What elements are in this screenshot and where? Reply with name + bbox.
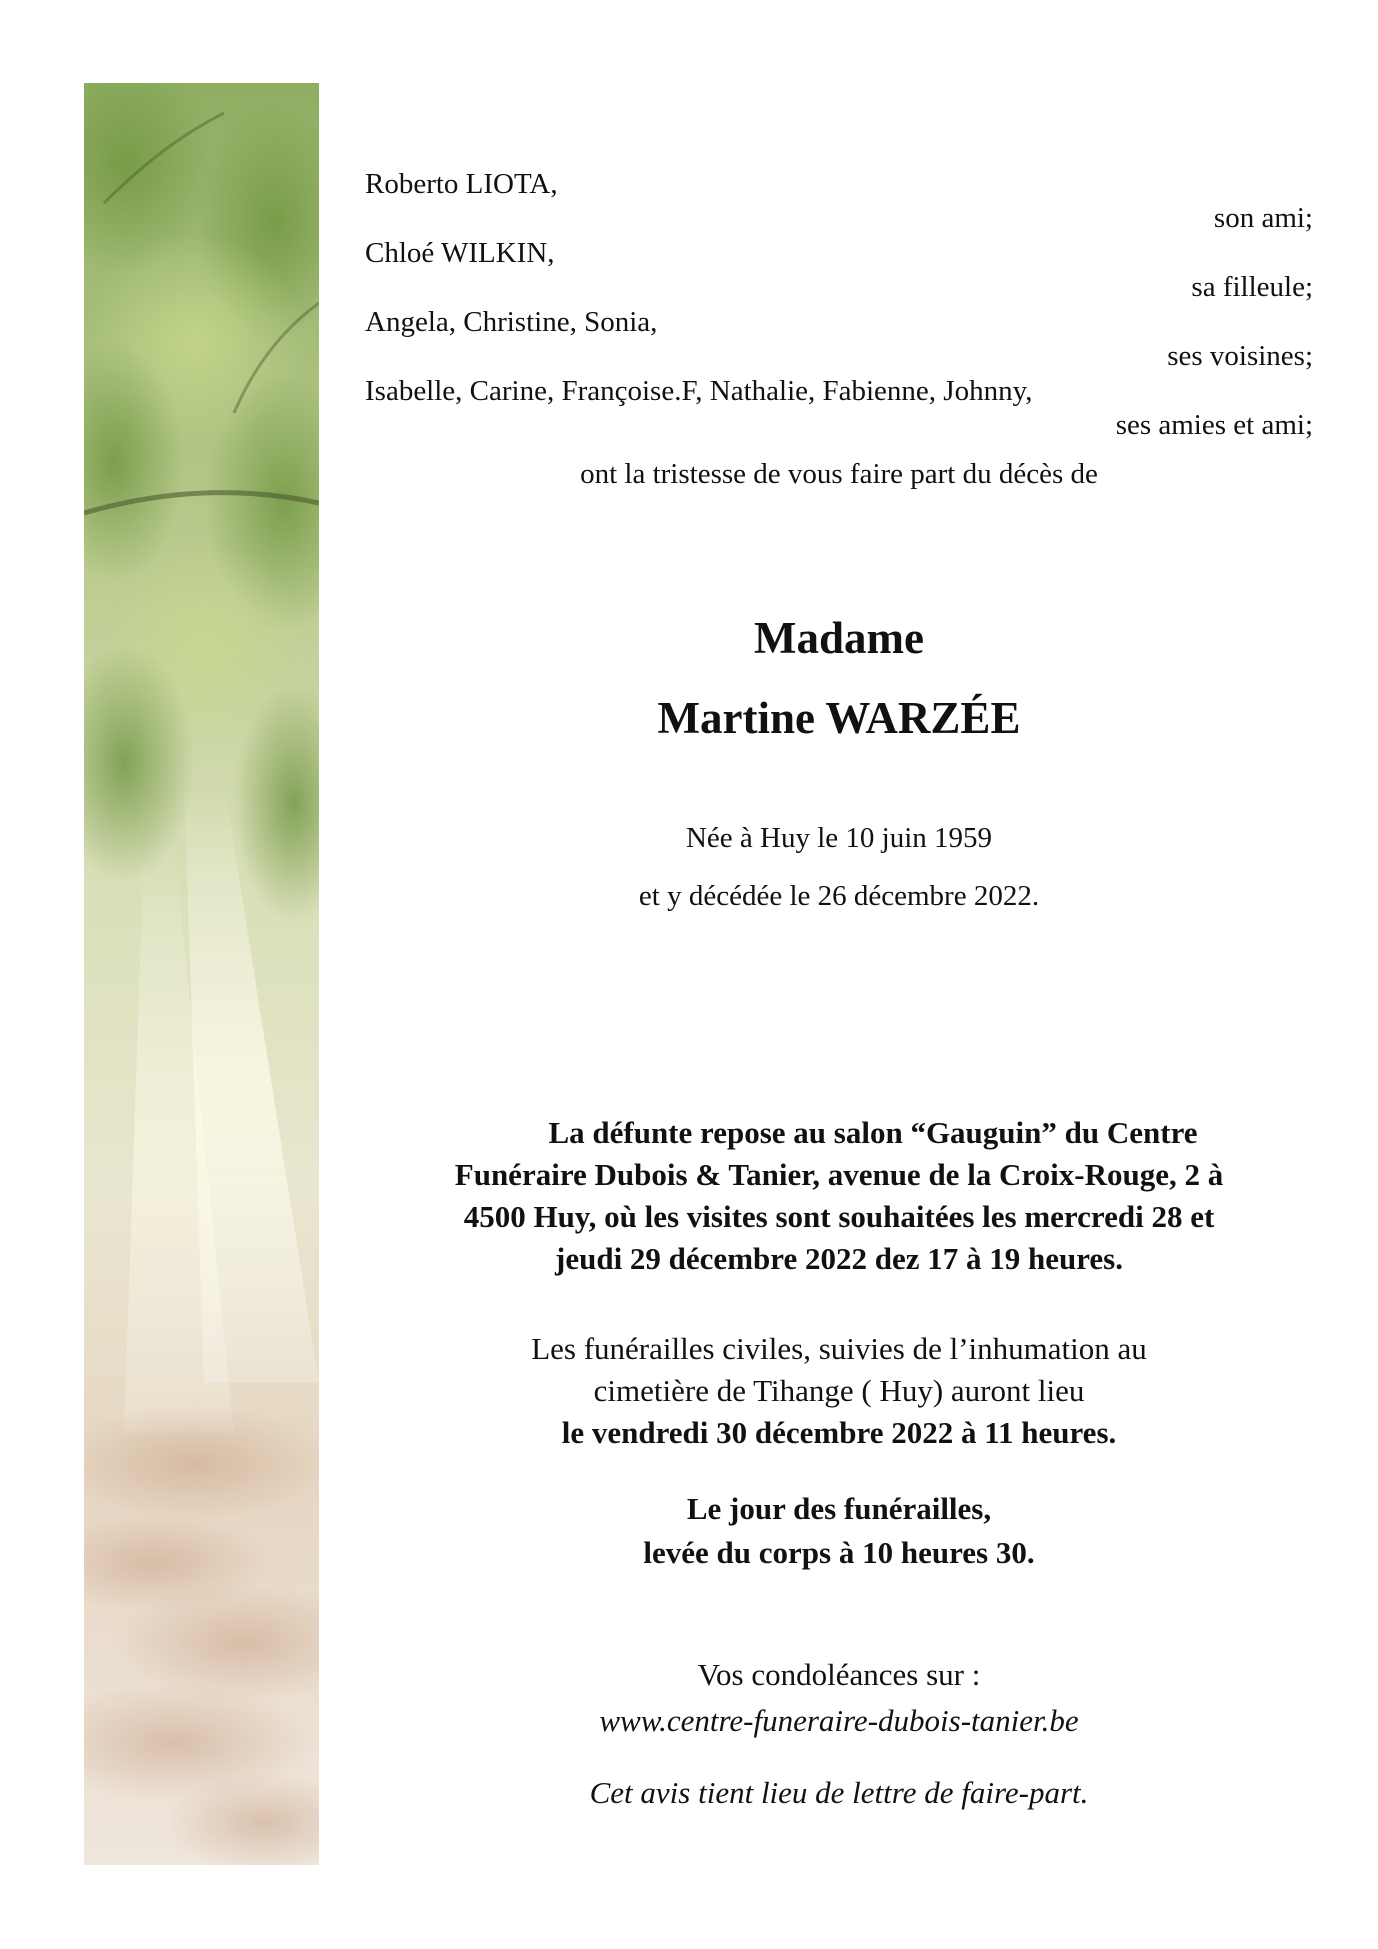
- condolences-link[interactable]: www.centre-funeraire-dubois-tanier.be: [599, 1703, 1079, 1738]
- funerals-paragraph: [365, 1328, 1313, 1454]
- mourner-name: Angela, Christine, Sonia,: [365, 306, 658, 338]
- repose-line: jeudi 29 décembre 2022 dez 17 à 19 heures.: [555, 1241, 1123, 1276]
- funerals-line: cimetière de Tihange ( Huy) auront lieu: [593, 1373, 1085, 1408]
- repose-line: La défunte repose au salon “Gauguin” du Centre: [548, 1115, 1198, 1150]
- faire-part-notice: Cet avis tient lieu de lettre de faire-part.: [589, 1775, 1089, 1810]
- condolences-block: [365, 1652, 1313, 1744]
- forest-path-illustration: [84, 83, 319, 1865]
- mourner-name: Roberto LIOTA,: [365, 168, 558, 200]
- mourner-name: Isabelle, Carine, Françoise.F, Nathalie, Fabienne, Johnny,: [365, 375, 1033, 407]
- deceased-title: Madame: [754, 613, 924, 663]
- levee-paragraph: [365, 1487, 1313, 1575]
- mourner-relation: ses voisines;: [1167, 340, 1313, 372]
- notice-content: [365, 0, 1313, 1949]
- funerals-line: Les funérailles civiles, suivies de l’inhumation au: [531, 1331, 1147, 1366]
- birth-info: Née à Huy le 10 juin 1959: [685, 822, 993, 854]
- death-info: et y décédée le 26 décembre 2022.: [638, 880, 1040, 912]
- intro-text: ont la tristesse de vous faire part du décès de: [580, 458, 1098, 490]
- levee-line: levée du corps à 10 heures 30.: [643, 1535, 1035, 1570]
- deceased-name: Martine WARZÉE: [657, 693, 1021, 743]
- repose-line: 4500 Huy, où les visites sont souhaitées les mercredi 28 et: [463, 1199, 1215, 1234]
- funerals-date: le vendredi 30 décembre 2022 à 11 heures.: [561, 1415, 1117, 1450]
- mourner-relation: son ami;: [1213, 202, 1313, 234]
- levee-line: Le jour des funérailles,: [686, 1491, 992, 1526]
- mourner-relation: sa filleule;: [1191, 271, 1313, 303]
- repose-paragraph: [365, 1112, 1313, 1280]
- mourner-relation: ses amies et ami;: [1115, 409, 1313, 441]
- repose-line: Funéraire Dubois & Tanier, avenue de la Croix-Rouge, 2 à: [454, 1157, 1224, 1192]
- condolences-label: Vos condoléances sur :: [697, 1657, 981, 1692]
- forest-path-photo: [84, 83, 319, 1865]
- mourner-name: Chloé WILKIN,: [365, 237, 555, 269]
